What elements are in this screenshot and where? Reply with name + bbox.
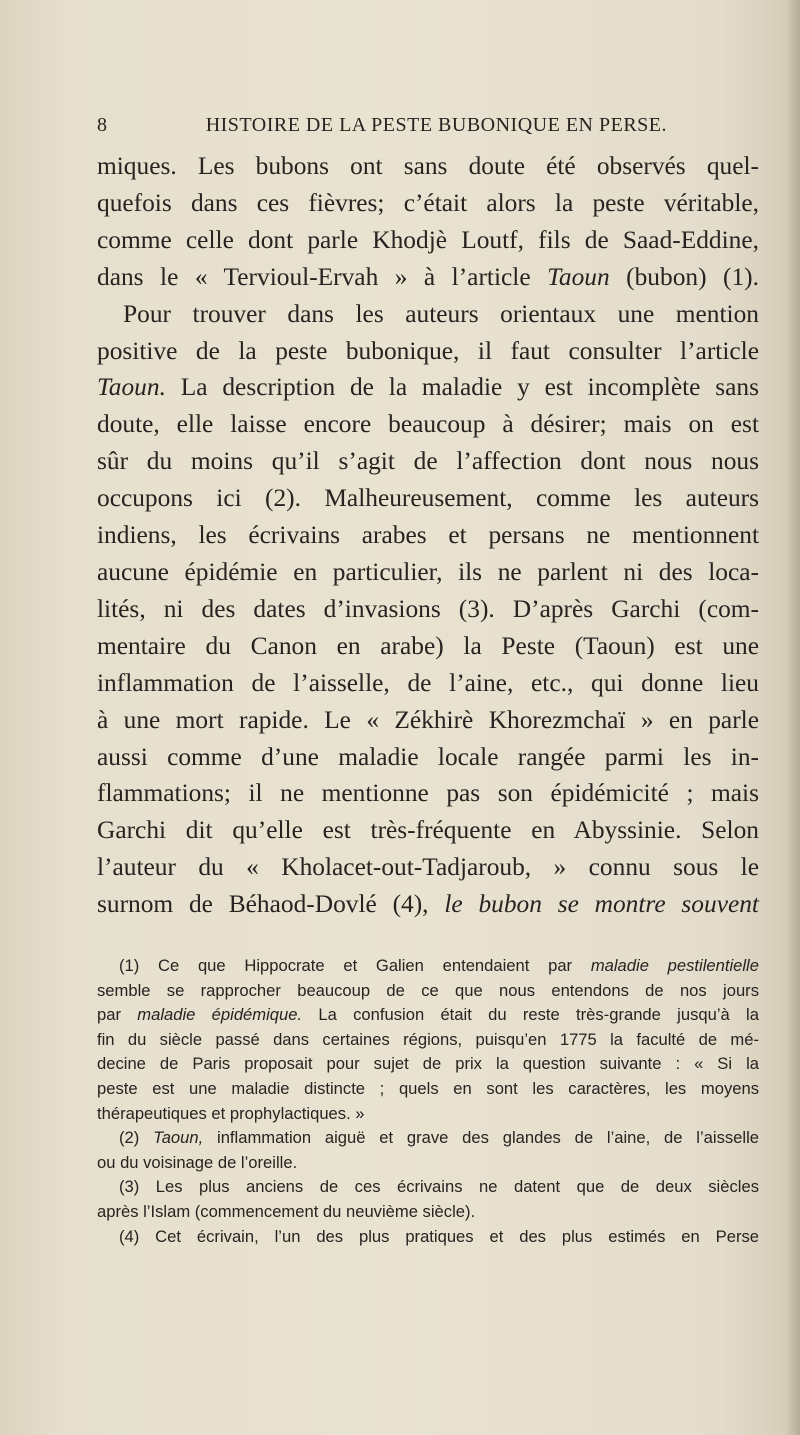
- text-line: l’auteur du « Kholacet-out-Tadjaroub, » connu sous le: [97, 853, 759, 882]
- italic-term: le bubon se montre souvent: [444, 890, 759, 919]
- text-line: flammations; il ne mentionne pas son épidémicité ; mais: [97, 779, 759, 808]
- text-fragment: dans le « Tervioul-Ervah » à l’article: [97, 262, 531, 291]
- italic-term: Taoun: [547, 262, 610, 291]
- text-fragment: (1) Ce que Hippocrate et Galien entendaient par: [119, 956, 573, 975]
- italic-term: Taoun.: [97, 373, 166, 402]
- text-line: aussi comme d’une maladie locale rangée parmi les in-: [97, 742, 759, 771]
- italic-term: Taoun,: [153, 1128, 204, 1148]
- text-line: [97, 886, 759, 923]
- running-header: [97, 114, 667, 144]
- text-line: quefois dans ces fièvres; c’était alors la peste véritable,: [97, 188, 759, 217]
- text-line: positive de la peste bubonique, il faut consulter l’article: [97, 336, 759, 365]
- text-line: à une mort rapide. Le « Zékhirè Khorezmchaï » en parle: [97, 705, 759, 734]
- text-line: mentaire du Canon en arabe) la Peste (Taoun) est une: [97, 631, 759, 660]
- text-line: comme celle dont parle Khodjè Loutf, fils de Saad-Eddine,: [97, 225, 759, 254]
- footnote-line: [97, 954, 759, 979]
- footnote-line: ou du voisinage de l’oreille.: [97, 1152, 298, 1172]
- italic-term: maladie épidémique.: [137, 1005, 303, 1025]
- text-line: indiens, les écrivains arabes et persans ne mentionnent: [97, 521, 759, 550]
- text-line: Garchi dit qu’elle est très-fréquente en Abyssinie. Selon: [97, 816, 759, 845]
- text-fragment: (bubon) (1).: [626, 262, 759, 291]
- text-fragment: inflammation aiguë et grave des glandes de l’aine, de l’aisselle: [217, 1128, 759, 1148]
- text-line: Pour trouver dans les auteurs orientaux une mention: [123, 299, 759, 328]
- text-line: sûr du moins qu’il s’agit de l’affection dont nous nous: [97, 447, 759, 476]
- text-line: lités, ni des dates d’invasions (3). D’après Garchi (com-: [97, 594, 759, 623]
- footnote-line: semble se rapprocher beaucoup de ce que nous entendons de nos jours: [97, 980, 759, 1000]
- page-edge-shadow: [786, 0, 800, 1435]
- text-fragment: par: [97, 1005, 121, 1025]
- footnote-line: thérapeutiques et prophylactiques. »: [97, 1103, 365, 1123]
- text-line: [97, 259, 759, 296]
- footnotes: [97, 954, 759, 1249]
- page-number: 8: [97, 114, 108, 136]
- text-line: occupons ici (2). Malheureusement, comme les auteurs: [97, 484, 759, 513]
- text-line: inflammation de l’aisselle, de l’aine, etc., qui donne lieu: [97, 668, 759, 697]
- footnote-line: decine de Paris proposait pour sujet de prix la question suivante : « Si la: [97, 1054, 759, 1074]
- text-fragment: La description de la maladie y est incomplète sans: [180, 373, 759, 402]
- text-fragment: surnom de Béhaod-Dovlé (4),: [97, 890, 429, 919]
- footnote-line: [97, 1126, 759, 1151]
- footnote-line: (3) Les plus anciens de ces écrivains ne datent que de deux siècles: [119, 1177, 759, 1197]
- footnote-line: [97, 1003, 759, 1028]
- footnote-line: peste est une maladie distincte ; quels en sont les caractères, les moyens: [97, 1078, 759, 1098]
- footnote-line: fin du siècle passé dans certaines régions, puisqu’en 1775 la faculté de mé-: [97, 1029, 759, 1049]
- text-line: aucune épidémie en particulier, ils ne parlent ni des loca-: [97, 557, 759, 586]
- text-line: [97, 369, 759, 406]
- text-fragment: (2): [119, 1128, 140, 1148]
- text-line: miques. Les bubons ont sans doute été observés quel-: [97, 152, 759, 180]
- text-line: doute, elle laisse encore beaucoup à désirer; mais on est: [97, 410, 759, 439]
- main-text: [97, 148, 759, 923]
- text-fragment: La confusion était du reste très-grande jusqu’à la: [318, 1005, 759, 1025]
- footnote-line: après l’Islam (commencement du neuvième siècle).: [97, 1201, 476, 1221]
- running-title: HISTOIRE DE LA PESTE BUBONIQUE EN PERSE.: [205, 114, 667, 136]
- footnote-line: (4) Cet écrivain, l’un des plus pratiques et des plus estimés en Perse: [119, 1226, 759, 1246]
- italic-term: maladie pestilentielle: [590, 956, 759, 975]
